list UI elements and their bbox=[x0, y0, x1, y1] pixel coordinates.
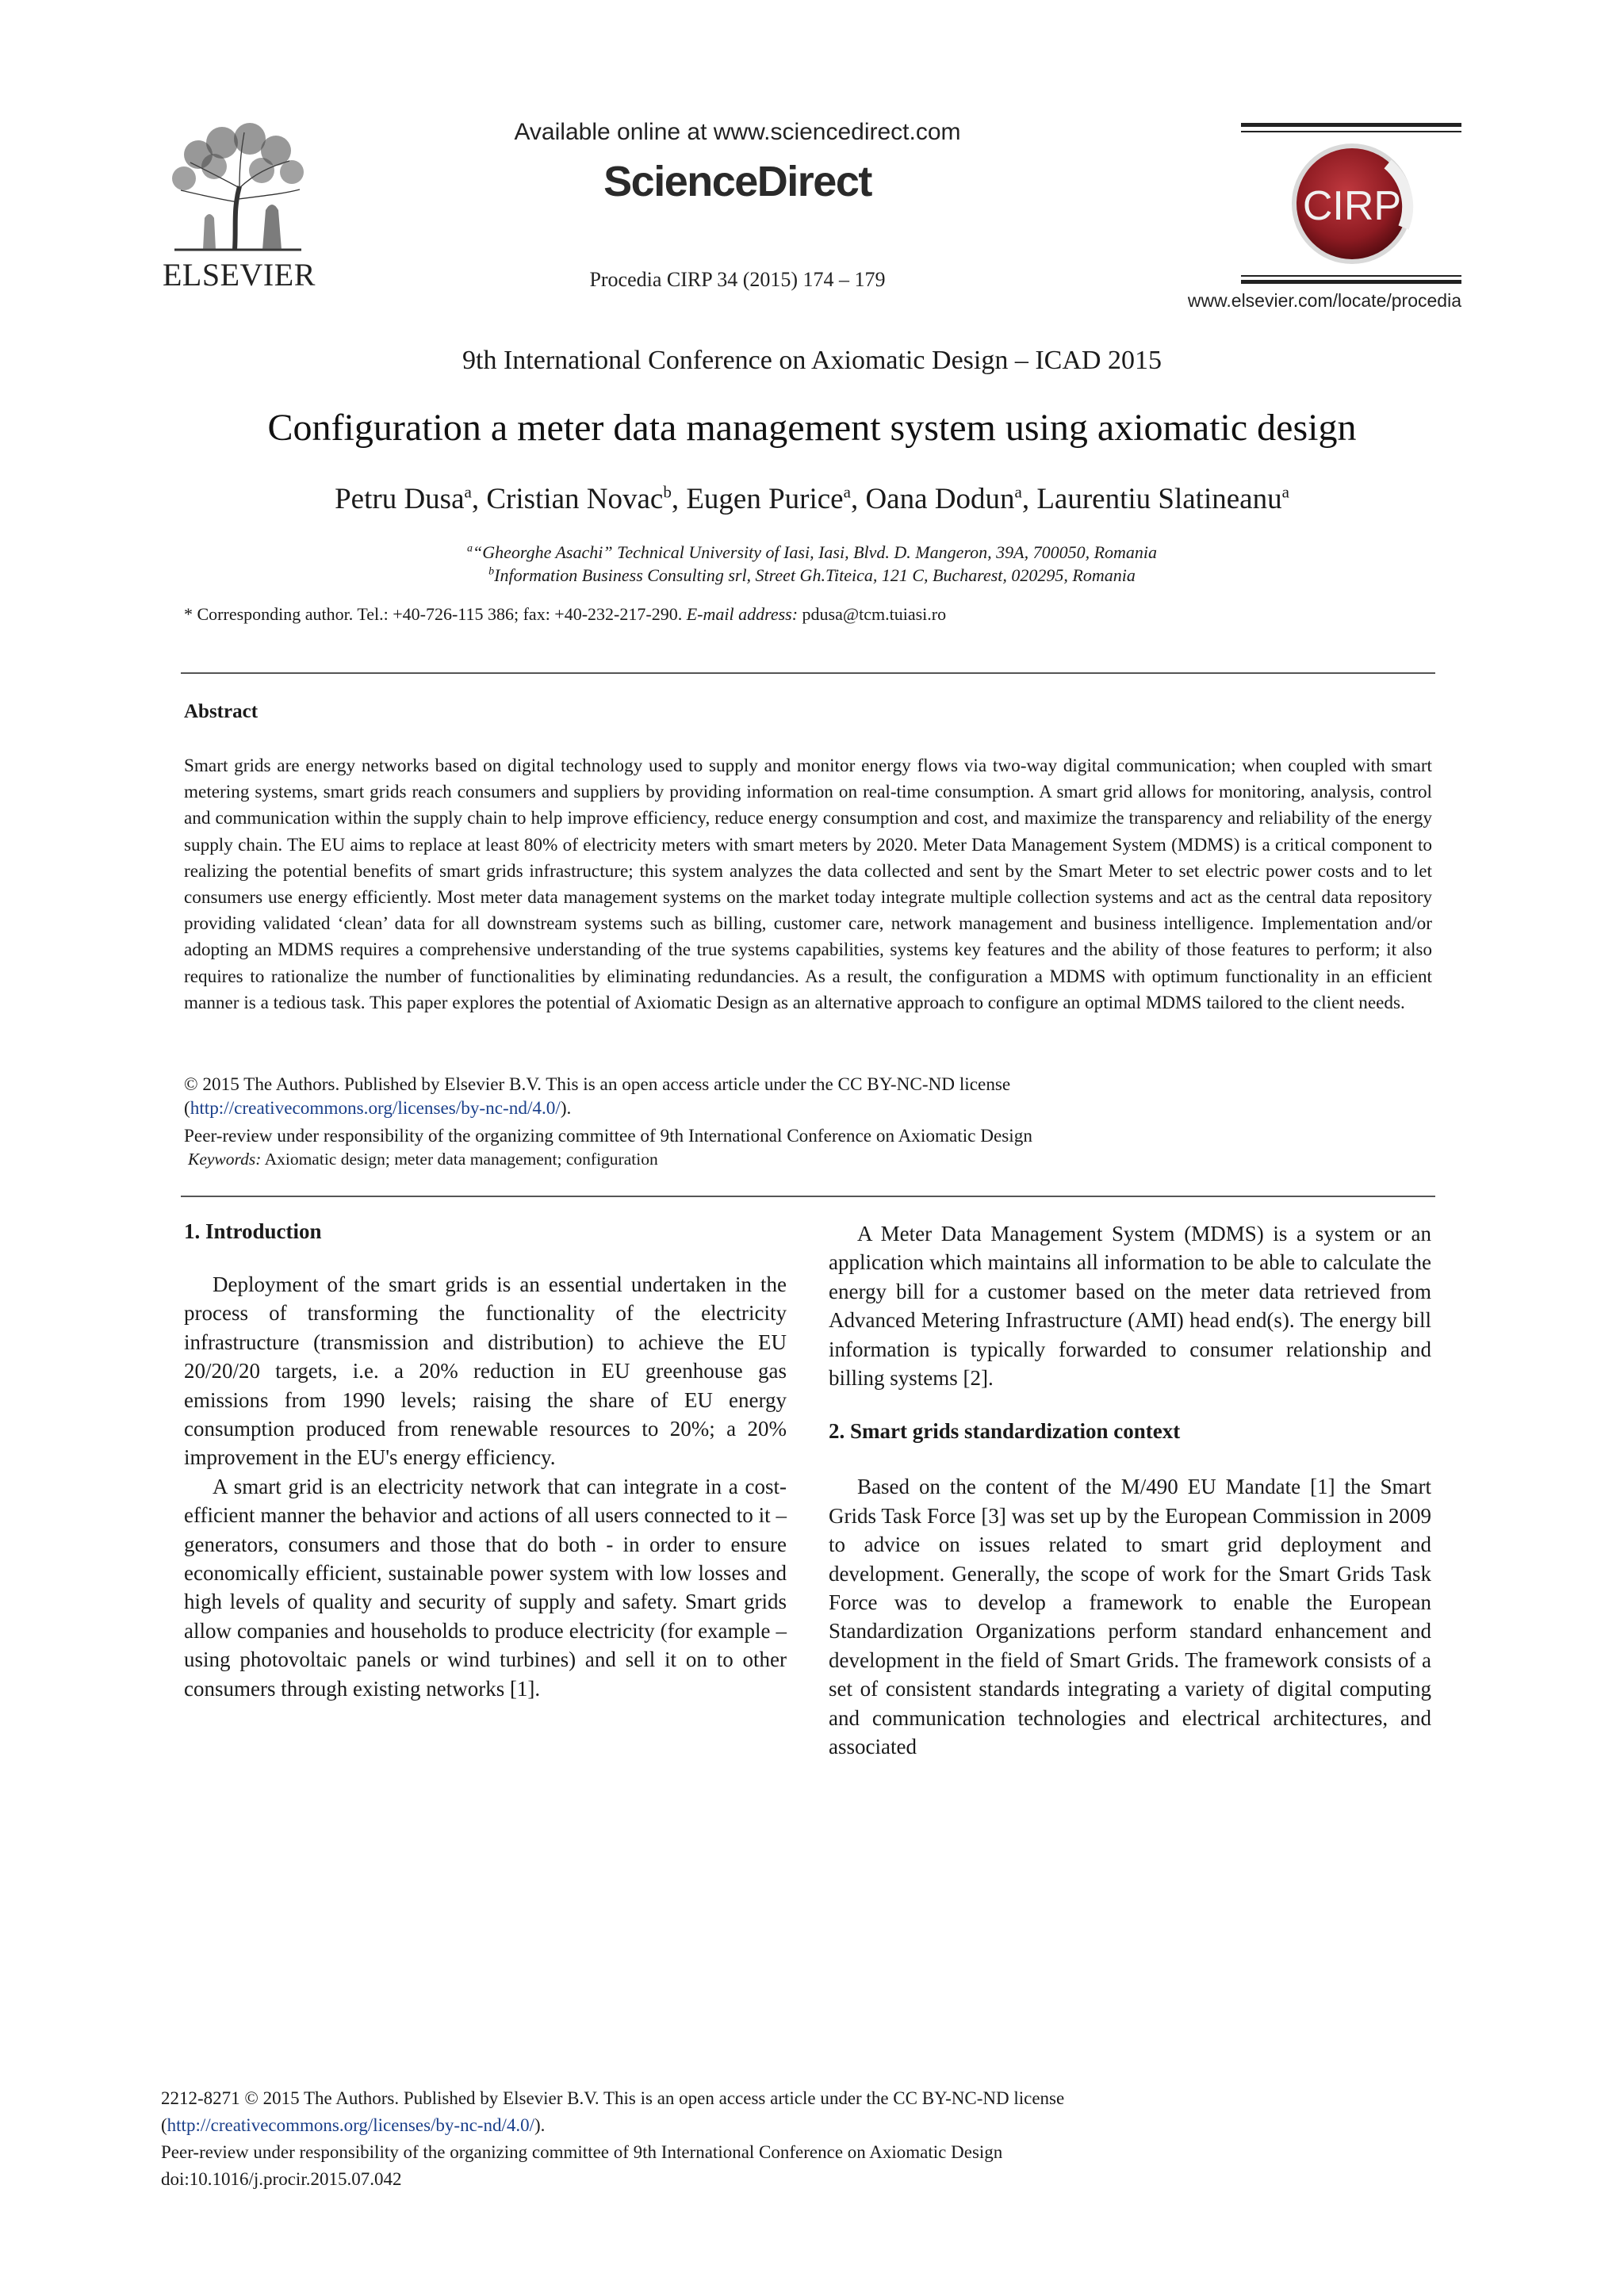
affiliation-b: $^b$Information Business Consulting srl, Street Gh.Titeica, 121 C, Bucharest, 020295, Romania bbox=[488, 565, 1136, 585]
section-heading-introduction: 1. Introduction bbox=[184, 1219, 322, 1243]
journal-site-link[interactable]: www.elsevier.com/locate/procedia bbox=[1187, 290, 1461, 311]
author-list: Petru Dusa$^a$, Cristian Novac$^b$, Eugen Purice$^a$, Oana Dodun$^a$, Laurentiu Slatineanu$^a$ bbox=[335, 482, 1289, 515]
left-column bbox=[184, 1219, 787, 1703]
footer bbox=[161, 2085, 1509, 2193]
author-name: Eugen Purice bbox=[686, 483, 844, 515]
footer-doi[interactable]: doi:10.1016/j.procir.2015.07.042 bbox=[161, 2169, 402, 2189]
author-name: Laurentiu Slatineanu bbox=[1036, 483, 1282, 515]
paragraph: A Meter Data Management System (MDMS) is a system or an application which maintains all information to be able to calculate the energy bill for a customer based on the meter data retrieved from Advanced Metering Infrastructure (AMI) head end(s). The energy bill information is typically forwarded to consumer relationship and billing systems [2]. bbox=[829, 1222, 1431, 1391]
cirp-emblem-icon bbox=[1285, 140, 1419, 267]
paragraph: Based on the content of the M/490 EU Mandate [1] the Smart Grids Task Force [3] was set up by the European Commission in 2009 to advice on issues related to smart grid deployment and development. Generally, the scope of work for the Smart Grids Task Force was to develop a framework to enable the European Standardization Organizations perform standard enhancement and development in the field of Smart Grids. The framework consists of a set of consistent standards integrating a variety of digital computing and communication technologies and electrical architectures, and associated bbox=[829, 1475, 1431, 1759]
peer-review-note: Peer-review under responsibility of the organizing committee of 9th International Conference on Axiomatic Design bbox=[184, 1126, 1032, 1146]
affiliation-a: $^a$“Gheorghe Asachi” Technical University of Iasi, Iasi, Blvd. D. Mangeron, 39A, 700050, Romania bbox=[466, 542, 1158, 562]
footer-issn: 2212-8271 © 2015 The Authors. Published by Elsevier B.V. This is an open access article under the CC BY-NC-ND license bbox=[161, 2088, 1065, 2108]
paragraph: A smart grid is an electricity network that can integrate in a cost-efficient manner the behavior and actions of all users connected to it – generators, consumers and those that do both - in order to ensure economically efficient, sustainable power system with low losses and high levels of quality and security of supply and safety. Smart grids allow companies and households to produce electricity (for example – using photovoltaic panels or wind turbines) and sell it on to other consumers through existing networks [1]. bbox=[184, 1474, 787, 1701]
abstract-copyright: © 2015 The Authors. Published by Elsevier B.V. This is an open access article under the CC BY-NC-ND license bbox=[184, 1074, 1011, 1095]
license-link[interactable]: (http://creativecommons.org/licenses/by-nc-nd/4.0/). bbox=[184, 1098, 572, 1119]
abstract-text: Smart grids are energy networks based on digital technology used to supply and monitor energy flows via two-way digital communication; when coupled with smart metering systems, smart grids reach consumers and suppliers by providing information on real-time consumption. A smart grid allows for monitoring, analysis, control and communication within the supply chain to help improve efficiency, reduce energy consumption and cost, and maximize the transparency and reliability of the energy supply chain. The EU aims to replace at least 80% of electricity meters with smart meters by 2020. Meter Data Management System (MDMS) is a critical component to realizing the potential benefits of smart grids infrastructure; this system analyzes the data collected and sent by the Smart Meter to set electric power costs and to let consumers use energy efficiently. Most meter data management systems on the market today integrate multiple collection systems and act as the central data repository providing validated ‘clean’ data for all downstream systems such as billing, customer care, network management and business intelligence. Implementation and/or adopting an MDMS requires a comprehensive understanding of the true systems capabilities, systems key features and the ability of those features to perform; it also requires to rationalize the number of functionalities by eliminating redundancies. As a result, the configuration a MDMS with optimum functionality in an efficient manner is a tedious task. This paper explores the potential of Axiomatic Design as an alternative approach to configure an optimal MDMS tailored to the client needs. bbox=[184, 756, 1432, 1013]
footer-peer-review: Peer-review under responsibility of the organizing committee of 9th International Conference on Axiomatic Design bbox=[161, 2142, 1003, 2162]
cirp-logo bbox=[1241, 123, 1461, 288]
section-heading-standardization: 2. Smart grids standardization context bbox=[829, 1419, 1181, 1444]
author-name: Oana Dodun bbox=[865, 483, 1015, 515]
footer-license-link[interactable]: (http://creativecommons.org/licenses/by-nc-nd/4.0/). bbox=[161, 2115, 546, 2135]
conference-name: 9th International Conference on Axiomatic Design – ICAD 2015 bbox=[462, 346, 1162, 375]
keywords: Keywords: Axiomatic design; meter data management; configuration bbox=[188, 1150, 658, 1169]
abstract-heading: Abstract bbox=[184, 701, 259, 722]
author-name: Petru Dusa bbox=[335, 483, 465, 515]
available-online-text: Available online at www.sciencedirect.com bbox=[514, 119, 961, 145]
right-column bbox=[829, 1219, 1431, 1762]
elsevier-logo bbox=[163, 123, 316, 293]
sciencedirect-brand[interactable]: ScienceDirect bbox=[603, 158, 871, 205]
divider bbox=[181, 672, 1435, 674]
divider bbox=[181, 1196, 1435, 1197]
email-address[interactable]: pdusa@tcm.tuiasi.ro bbox=[802, 604, 947, 624]
paragraph: Deployment of the smart grids is an essential undertaken in the process of transforming the functionality of the electricity infrastructure (transmission and distribution) to achieve the EU 20/20/20 targets, i.e. a 20% reduction in EU greenhouse gas emissions from 1990 levels; raising the share of EU energy consumption produced from renewable resources to 20%; a 20% improvement in the EU's energy efficiency. bbox=[184, 1272, 787, 1470]
corresponding-author: * Corresponding author. Tel.: +40-726-115 386; fax: +40-232-217-290. E-mail address: pdusa@tcm.tuiasi.ro bbox=[184, 604, 947, 624]
elsevier-wordmark: ELSEVIER bbox=[163, 257, 316, 293]
journal-citation: Procedia CIRP 34 (2015) 174 – 179 bbox=[589, 268, 886, 291]
svg-text:CIRP: CIRP bbox=[1302, 183, 1402, 229]
paper-title: Configuration a meter data management system using axiomatic design bbox=[267, 407, 1357, 449]
author-name: Cristian Novac bbox=[486, 483, 664, 515]
elsevier-tree-icon bbox=[167, 123, 309, 254]
